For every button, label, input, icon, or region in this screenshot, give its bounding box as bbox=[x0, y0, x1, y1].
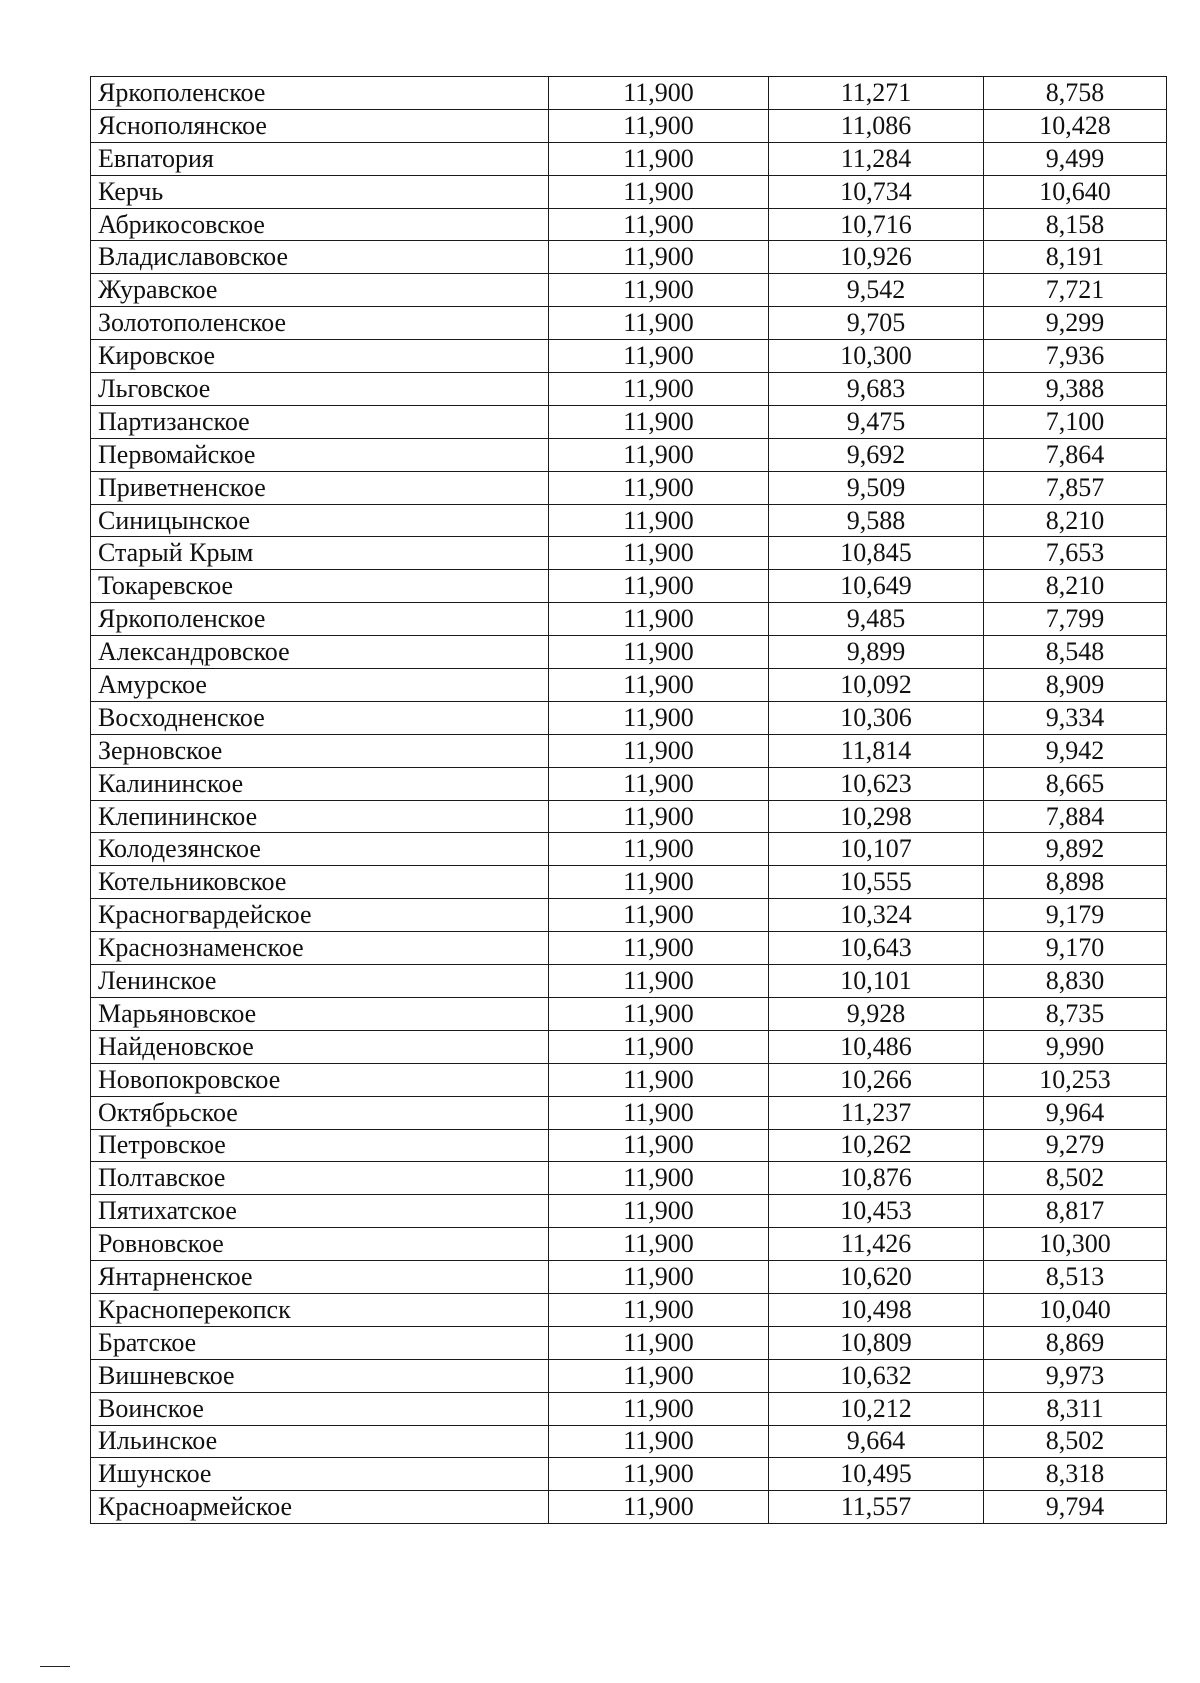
value-cell-3: 10,428 bbox=[984, 109, 1167, 142]
value-cell-3: 10,300 bbox=[984, 1228, 1167, 1261]
value-cell-1: 11,900 bbox=[549, 340, 769, 373]
value-cell-1: 11,900 bbox=[549, 1458, 769, 1491]
value-cell-2: 10,623 bbox=[769, 767, 984, 800]
table-row bbox=[91, 932, 1167, 965]
settlement-name-cell: Марьяновское bbox=[91, 997, 549, 1030]
value-cell-1: 11,900 bbox=[549, 1261, 769, 1294]
value-cell-1: 11,900 bbox=[549, 1293, 769, 1326]
settlement-name-cell: Воинское bbox=[91, 1392, 549, 1425]
value-cell-2: 10,643 bbox=[769, 932, 984, 965]
settlement-name-cell: Журавское bbox=[91, 274, 549, 307]
table-row bbox=[91, 307, 1167, 340]
value-cell-1: 11,900 bbox=[549, 1063, 769, 1096]
value-cell-2: 11,557 bbox=[769, 1491, 984, 1524]
value-cell-3: 8,830 bbox=[984, 965, 1167, 998]
value-cell-2: 11,284 bbox=[769, 142, 984, 175]
value-cell-2: 10,300 bbox=[769, 340, 984, 373]
value-cell-2: 10,926 bbox=[769, 241, 984, 274]
table-row bbox=[91, 241, 1167, 274]
table-row bbox=[91, 1096, 1167, 1129]
value-cell-3: 7,936 bbox=[984, 340, 1167, 373]
settlement-name-cell: Красногвардейское bbox=[91, 899, 549, 932]
settlement-name-cell: Ровновское bbox=[91, 1228, 549, 1261]
settlement-name-cell: Керчь bbox=[91, 175, 549, 208]
value-cell-3: 8,191 bbox=[984, 241, 1167, 274]
value-cell-2: 10,498 bbox=[769, 1293, 984, 1326]
value-cell-2: 9,899 bbox=[769, 636, 984, 669]
value-cell-2: 9,475 bbox=[769, 405, 984, 438]
value-cell-3: 9,990 bbox=[984, 1030, 1167, 1063]
table-row bbox=[91, 1392, 1167, 1425]
value-cell-3: 9,388 bbox=[984, 373, 1167, 406]
value-cell-3: 9,499 bbox=[984, 142, 1167, 175]
value-cell-3: 8,502 bbox=[984, 1162, 1167, 1195]
settlement-name-cell: Евпатория bbox=[91, 142, 549, 175]
value-cell-3: 9,334 bbox=[984, 701, 1167, 734]
settlement-name-cell: Колодезянское bbox=[91, 833, 549, 866]
table-row bbox=[91, 636, 1167, 669]
value-cell-1: 11,900 bbox=[549, 965, 769, 998]
value-cell-2: 10,495 bbox=[769, 1458, 984, 1491]
table-row bbox=[91, 1425, 1167, 1458]
value-cell-2: 10,486 bbox=[769, 1030, 984, 1063]
value-cell-1: 11,900 bbox=[549, 1392, 769, 1425]
settlement-name-cell: Льговское bbox=[91, 373, 549, 406]
table-row bbox=[91, 537, 1167, 570]
value-cell-2: 9,664 bbox=[769, 1425, 984, 1458]
value-cell-2: 11,271 bbox=[769, 77, 984, 110]
table-row bbox=[91, 603, 1167, 636]
value-cell-3: 8,513 bbox=[984, 1261, 1167, 1294]
settlement-name-cell: Пятихатское bbox=[91, 1195, 549, 1228]
table-row bbox=[91, 405, 1167, 438]
value-cell-2: 10,845 bbox=[769, 537, 984, 570]
table-row bbox=[91, 1063, 1167, 1096]
value-cell-1: 11,900 bbox=[549, 175, 769, 208]
value-cell-1: 11,900 bbox=[549, 77, 769, 110]
settlement-name-cell: Золотополенское bbox=[91, 307, 549, 340]
value-cell-3: 9,179 bbox=[984, 899, 1167, 932]
table-row bbox=[91, 1359, 1167, 1392]
value-cell-2: 10,298 bbox=[769, 800, 984, 833]
value-cell-2: 10,107 bbox=[769, 833, 984, 866]
value-cell-3: 8,758 bbox=[984, 77, 1167, 110]
value-cell-1: 11,900 bbox=[549, 1228, 769, 1261]
table-row bbox=[91, 1458, 1167, 1491]
value-cell-1: 11,900 bbox=[549, 636, 769, 669]
value-cell-2: 9,542 bbox=[769, 274, 984, 307]
settlement-name-cell: Ишунское bbox=[91, 1458, 549, 1491]
value-cell-1: 11,900 bbox=[549, 1162, 769, 1195]
value-cell-3: 9,964 bbox=[984, 1096, 1167, 1129]
table-row bbox=[91, 142, 1167, 175]
value-cell-1: 11,900 bbox=[549, 866, 769, 899]
value-cell-1: 11,900 bbox=[549, 241, 769, 274]
settlement-name-cell: Котельниковское bbox=[91, 866, 549, 899]
value-cell-3: 8,158 bbox=[984, 208, 1167, 241]
settlement-name-cell: Яркополенское bbox=[91, 603, 549, 636]
value-cell-3: 8,909 bbox=[984, 669, 1167, 702]
value-cell-1: 11,900 bbox=[549, 899, 769, 932]
value-cell-2: 10,101 bbox=[769, 965, 984, 998]
value-cell-1: 11,900 bbox=[549, 438, 769, 471]
table-row bbox=[91, 504, 1167, 537]
value-cell-3: 9,794 bbox=[984, 1491, 1167, 1524]
data-table bbox=[90, 76, 1167, 1524]
settlement-name-cell: Клепининское bbox=[91, 800, 549, 833]
value-cell-2: 10,620 bbox=[769, 1261, 984, 1294]
settlement-name-cell: Ленинское bbox=[91, 965, 549, 998]
table-row bbox=[91, 734, 1167, 767]
value-cell-2: 9,485 bbox=[769, 603, 984, 636]
value-cell-3: 9,973 bbox=[984, 1359, 1167, 1392]
value-cell-1: 11,900 bbox=[549, 307, 769, 340]
value-cell-2: 10,876 bbox=[769, 1162, 984, 1195]
settlement-name-cell: Яснополянское bbox=[91, 109, 549, 142]
value-cell-3: 10,640 bbox=[984, 175, 1167, 208]
settlement-name-cell: Партизанское bbox=[91, 405, 549, 438]
value-cell-2: 10,212 bbox=[769, 1392, 984, 1425]
table-row bbox=[91, 175, 1167, 208]
value-cell-1: 11,900 bbox=[549, 373, 769, 406]
value-cell-2: 10,734 bbox=[769, 175, 984, 208]
value-cell-1: 11,900 bbox=[549, 997, 769, 1030]
value-cell-3: 8,898 bbox=[984, 866, 1167, 899]
value-cell-2: 10,092 bbox=[769, 669, 984, 702]
settlement-name-cell: Амурское bbox=[91, 669, 549, 702]
value-cell-3: 9,299 bbox=[984, 307, 1167, 340]
value-cell-1: 11,900 bbox=[549, 603, 769, 636]
settlement-name-cell: Приветненское bbox=[91, 471, 549, 504]
table-row bbox=[91, 965, 1167, 998]
value-cell-3: 8,735 bbox=[984, 997, 1167, 1030]
table-row bbox=[91, 701, 1167, 734]
table-row bbox=[91, 669, 1167, 702]
settlement-name-cell: Восходненское bbox=[91, 701, 549, 734]
table-row bbox=[91, 570, 1167, 603]
value-cell-1: 11,900 bbox=[549, 1491, 769, 1524]
footer-dash bbox=[40, 1666, 70, 1667]
table-row bbox=[91, 471, 1167, 504]
value-cell-1: 11,900 bbox=[549, 274, 769, 307]
table-body bbox=[91, 77, 1167, 1524]
table-row bbox=[91, 1195, 1167, 1228]
value-cell-2: 10,262 bbox=[769, 1129, 984, 1162]
value-cell-3: 7,100 bbox=[984, 405, 1167, 438]
settlement-name-cell: Старый Крым bbox=[91, 537, 549, 570]
settlement-name-cell: Зерновское bbox=[91, 734, 549, 767]
value-cell-1: 11,900 bbox=[549, 734, 769, 767]
table-row bbox=[91, 373, 1167, 406]
value-cell-1: 11,900 bbox=[549, 1359, 769, 1392]
settlement-name-cell: Краснознаменское bbox=[91, 932, 549, 965]
value-cell-3: 9,892 bbox=[984, 833, 1167, 866]
value-cell-1: 11,900 bbox=[549, 669, 769, 702]
settlement-name-cell: Вишневское bbox=[91, 1359, 549, 1392]
value-cell-2: 10,306 bbox=[769, 701, 984, 734]
value-cell-3: 8,817 bbox=[984, 1195, 1167, 1228]
value-cell-1: 11,900 bbox=[549, 833, 769, 866]
value-cell-3: 8,311 bbox=[984, 1392, 1167, 1425]
settlement-name-cell: Абрикосовское bbox=[91, 208, 549, 241]
value-cell-3: 8,318 bbox=[984, 1458, 1167, 1491]
value-cell-2: 10,649 bbox=[769, 570, 984, 603]
value-cell-1: 11,900 bbox=[549, 1195, 769, 1228]
value-cell-2: 10,716 bbox=[769, 208, 984, 241]
value-cell-3: 7,864 bbox=[984, 438, 1167, 471]
settlement-name-cell: Петровское bbox=[91, 1129, 549, 1162]
value-cell-1: 11,900 bbox=[549, 1030, 769, 1063]
value-cell-2: 9,692 bbox=[769, 438, 984, 471]
value-cell-1: 11,900 bbox=[549, 1326, 769, 1359]
table-row bbox=[91, 274, 1167, 307]
value-cell-3: 7,721 bbox=[984, 274, 1167, 307]
settlement-name-cell: Ильинское bbox=[91, 1425, 549, 1458]
settlement-name-cell: Красноармейское bbox=[91, 1491, 549, 1524]
value-cell-1: 11,900 bbox=[549, 471, 769, 504]
settlement-name-cell: Первомайское bbox=[91, 438, 549, 471]
table-row bbox=[91, 109, 1167, 142]
value-cell-2: 9,683 bbox=[769, 373, 984, 406]
value-cell-2: 9,588 bbox=[769, 504, 984, 537]
table-row bbox=[91, 1293, 1167, 1326]
settlement-name-cell: Кировское bbox=[91, 340, 549, 373]
table-row bbox=[91, 1030, 1167, 1063]
table-row bbox=[91, 208, 1167, 241]
value-cell-1: 11,900 bbox=[549, 767, 769, 800]
settlement-name-cell: Найденовское bbox=[91, 1030, 549, 1063]
table-row bbox=[91, 800, 1167, 833]
value-cell-2: 11,237 bbox=[769, 1096, 984, 1129]
value-cell-2: 11,814 bbox=[769, 734, 984, 767]
settlement-name-cell: Синицынское bbox=[91, 504, 549, 537]
settlement-name-cell: Янтарненское bbox=[91, 1261, 549, 1294]
settlement-name-cell: Токаревское bbox=[91, 570, 549, 603]
table-row bbox=[91, 1162, 1167, 1195]
value-cell-3: 7,799 bbox=[984, 603, 1167, 636]
value-cell-1: 11,900 bbox=[549, 405, 769, 438]
settlement-name-cell: Братское bbox=[91, 1326, 549, 1359]
settlement-name-cell: Новопокровское bbox=[91, 1063, 549, 1096]
value-cell-1: 11,900 bbox=[549, 701, 769, 734]
value-cell-3: 9,942 bbox=[984, 734, 1167, 767]
table-row bbox=[91, 438, 1167, 471]
settlement-name-cell: Полтавское bbox=[91, 1162, 549, 1195]
value-cell-3: 10,253 bbox=[984, 1063, 1167, 1096]
value-cell-3: 8,502 bbox=[984, 1425, 1167, 1458]
value-cell-1: 11,900 bbox=[549, 570, 769, 603]
table-row bbox=[91, 1326, 1167, 1359]
value-cell-3: 8,210 bbox=[984, 570, 1167, 603]
value-cell-2: 10,266 bbox=[769, 1063, 984, 1096]
table-row bbox=[91, 1228, 1167, 1261]
settlement-name-cell: Яркополенское bbox=[91, 77, 549, 110]
value-cell-2: 10,324 bbox=[769, 899, 984, 932]
table-row bbox=[91, 899, 1167, 932]
value-cell-3: 7,653 bbox=[984, 537, 1167, 570]
value-cell-2: 10,453 bbox=[769, 1195, 984, 1228]
value-cell-1: 11,900 bbox=[549, 932, 769, 965]
settlement-name-cell: Октябрьское bbox=[91, 1096, 549, 1129]
value-cell-1: 11,900 bbox=[549, 800, 769, 833]
value-cell-1: 11,900 bbox=[549, 142, 769, 175]
table-row bbox=[91, 1129, 1167, 1162]
value-cell-2: 10,632 bbox=[769, 1359, 984, 1392]
settlement-name-cell: Александровское bbox=[91, 636, 549, 669]
settlement-name-cell: Калининское bbox=[91, 767, 549, 800]
settlement-name-cell: Владиславовское bbox=[91, 241, 549, 274]
value-cell-3: 7,884 bbox=[984, 800, 1167, 833]
table-row bbox=[91, 997, 1167, 1030]
value-cell-1: 11,900 bbox=[549, 537, 769, 570]
value-cell-1: 11,900 bbox=[549, 1096, 769, 1129]
table-row bbox=[91, 340, 1167, 373]
settlement-name-cell: Красноперекопск bbox=[91, 1293, 549, 1326]
value-cell-2: 9,509 bbox=[769, 471, 984, 504]
table-row bbox=[91, 1491, 1167, 1524]
value-cell-1: 11,900 bbox=[549, 504, 769, 537]
value-cell-2: 9,705 bbox=[769, 307, 984, 340]
value-cell-3: 9,170 bbox=[984, 932, 1167, 965]
value-cell-3: 8,869 bbox=[984, 1326, 1167, 1359]
value-cell-2: 9,928 bbox=[769, 997, 984, 1030]
table-row bbox=[91, 866, 1167, 899]
value-cell-2: 10,555 bbox=[769, 866, 984, 899]
value-cell-3: 10,040 bbox=[984, 1293, 1167, 1326]
value-cell-3: 8,665 bbox=[984, 767, 1167, 800]
value-cell-2: 10,809 bbox=[769, 1326, 984, 1359]
table-row bbox=[91, 833, 1167, 866]
value-cell-1: 11,900 bbox=[549, 109, 769, 142]
value-cell-1: 11,900 bbox=[549, 208, 769, 241]
value-cell-3: 7,857 bbox=[984, 471, 1167, 504]
value-cell-2: 11,426 bbox=[769, 1228, 984, 1261]
value-cell-1: 11,900 bbox=[549, 1425, 769, 1458]
value-cell-3: 9,279 bbox=[984, 1129, 1167, 1162]
table-row bbox=[91, 1261, 1167, 1294]
value-cell-1: 11,900 bbox=[549, 1129, 769, 1162]
value-cell-3: 8,210 bbox=[984, 504, 1167, 537]
value-cell-2: 11,086 bbox=[769, 109, 984, 142]
table-row bbox=[91, 77, 1167, 110]
table-row bbox=[91, 767, 1167, 800]
value-cell-3: 8,548 bbox=[984, 636, 1167, 669]
